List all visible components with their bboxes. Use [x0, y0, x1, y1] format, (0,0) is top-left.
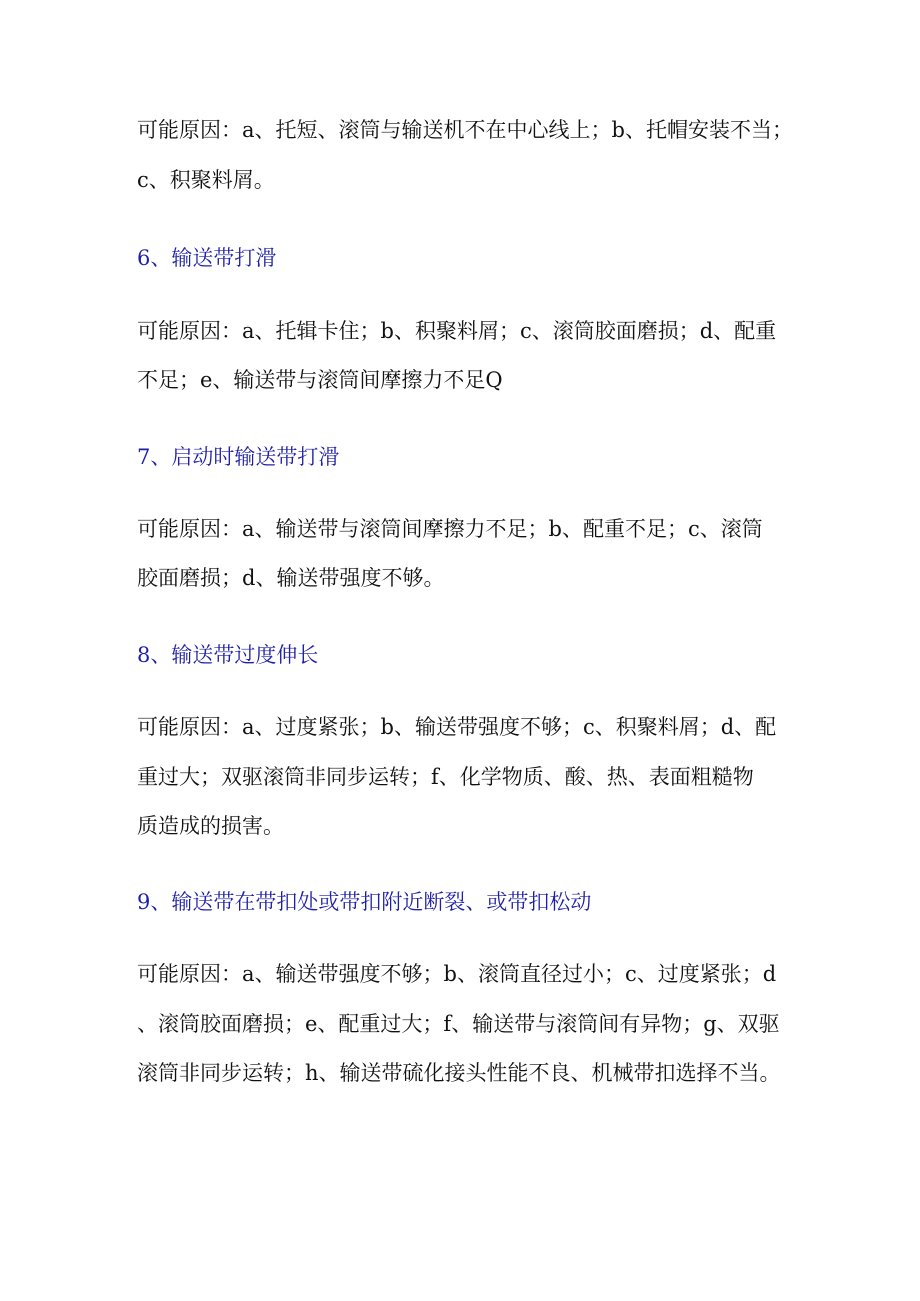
section-6-reason-line-1: 可能原因：a、托辑卡住；b、积聚料屑；c、滚筒胶面磨损；d、配重 — [137, 319, 777, 343]
section-8-reason-line-2: 重过大；双驱滚筒非同步运转；f、化学物质、酸、热、表面粗糙物 — [137, 765, 754, 789]
section-8-reason-line-1: 可能原因：a、过度紧张；b、输送带强度不够；c、积聚料屑；d、配 — [137, 715, 777, 739]
section-7-reason-line-2: 胶面磨损；d、输送带强度不够。 — [137, 566, 445, 590]
section-9-reason-line-2: 、滚筒胶面磨损；e、配重过大；f、输送带与滚筒间有异物；g、双驱 — [137, 1012, 780, 1036]
section-6-heading: 6、输送带打滑 — [137, 246, 277, 270]
section-9-reason-line-1: 可能原因：a、输送带强度不够；b、滚筒直径过小；c、过度紧张；d — [137, 962, 777, 986]
section-7-reason-line-1: 可能原因：a、输送带与滚筒间摩擦力不足；b、配重不足；c、滚筒 — [137, 517, 763, 541]
section-7-heading: 7、启动时输送带打滑 — [137, 445, 340, 469]
section-9-reason-line-3: 滚筒非同步运转；h、输送带硫化接头性能不良、机械带扣选择不当。 — [137, 1061, 781, 1085]
section-5-reason-line-2: c、积聚料屑。 — [137, 168, 275, 192]
section-8-reason-line-3: 质造成的损害。 — [137, 814, 284, 838]
section-9-heading: 9、输送带在带扣处或带扣附近断裂、或带扣松动 — [137, 890, 592, 914]
section-6-reason-line-2: 不足；e、输送带与滚筒间摩擦力不足Q — [137, 368, 503, 392]
section-5-reason-line-1: 可能原因：a、托短、滚筒与输送机不在中心线上；b、托帽安装不当； — [137, 118, 793, 142]
section-8-heading: 8、输送带过度伸长 — [137, 643, 319, 667]
